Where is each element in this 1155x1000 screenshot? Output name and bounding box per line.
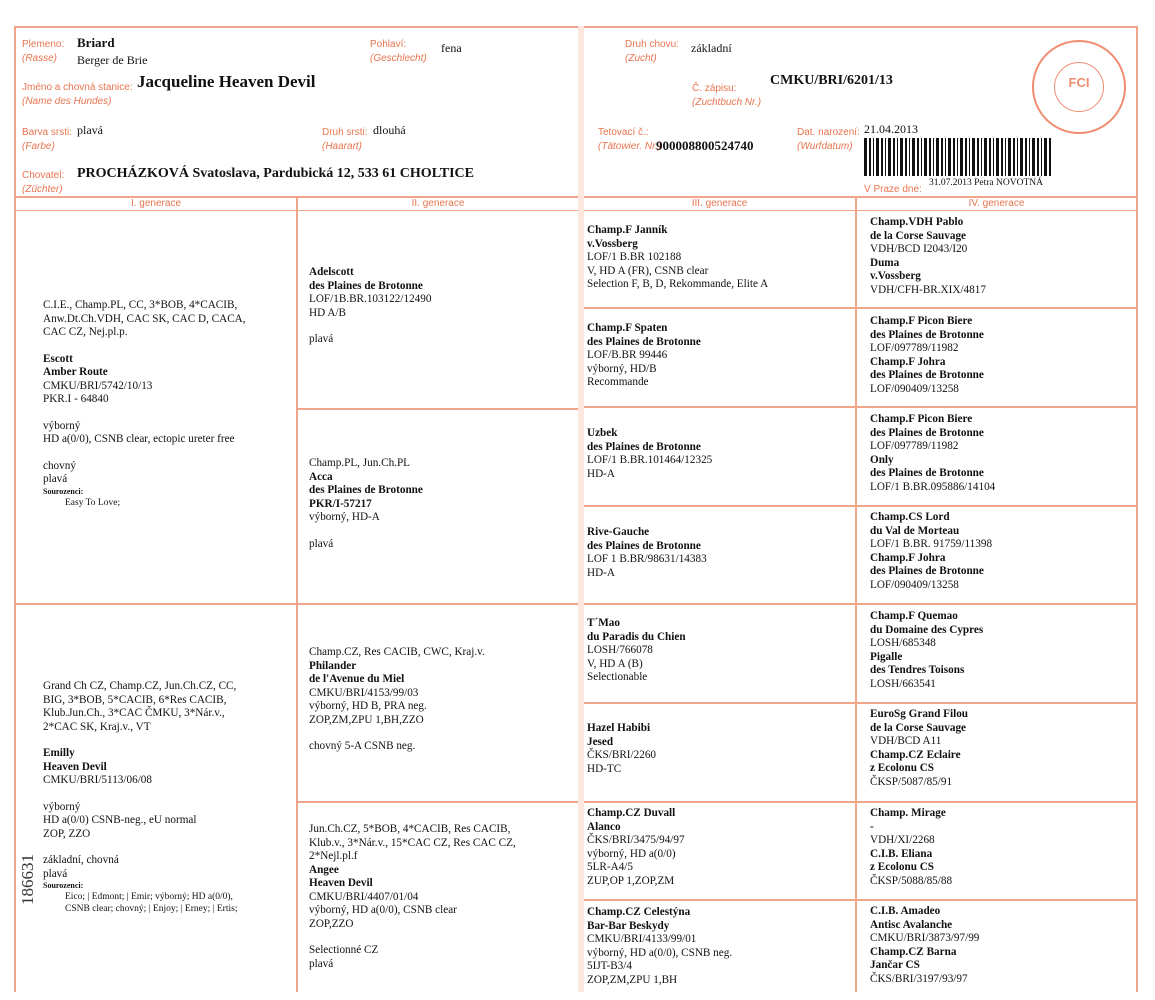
top-border-left [14,26,578,28]
gen4-cell-2: Champ.F Picon Biere des Plaines de Brotonne LOF/097789/11982 Champ.F Johra des Plaines de Brotonne LOF/090409/13258 [870,315,984,395]
birth-date-value: 21.04.2013 [864,122,918,136]
gen4-cell-3: Champ.F Picon Biere des Plaines de Brotonne LOF/097789/11982 Only des Plaines de Brotonne LOF/1 B.BR.095886/14104 [870,413,996,493]
gen4-cell-1: Champ.VDH Pablo de la Corse Sauvage VDH/BCD I2043/I20 Duma v.Vossberg VDH/CFH-BR.XIX/4817 [870,216,986,296]
center-fold [578,26,584,992]
gen4-cell-8: C.I.B. Amadeo Antisc Avalanche CMKU/BRI/3873/97/99 Champ.CZ Barna Jančar CS ČKS/BRI/3197/93/97 [870,905,980,985]
breeder-label: Chovatel: (Züchter) [22,170,65,195]
gen2-header: II. generace [411,198,465,209]
sire-name: Escott [43,352,73,365]
gen3-header: III. generace [691,198,748,209]
gen4-cell-6: EuroSg Grand Filou de la Corse Sauvage VDH/BCD A11 Champ.CZ Eclaire z Ecolonu CS ČKSP/5087/85/91 [870,708,969,788]
sire-cell: C.I.E., Champ.PL, CC, 3*BOB, 4*CACIB, Anw.Dt.Ch.VDH, CAC SK, CAC D, CACA, CAC CZ, Nej.pl.p. Escott Amber Route CMKU/BRI/5742/10/13 PKR.I - 64840 výborný HD a(0/0), CSNB clear, ectopic ureter free chovný plavá Sourozenci: Easy To Love; [43,299,293,509]
breeder-value: PROCHÁZKOVÁ Svatoslava, Pardubická 12, 533 61 CHOLTICE [77,166,474,181]
gen1-header: I. generace [130,198,182,209]
gen3-cell-8: Champ.CZ Celestýna Bar-Bar Beskydy CMKU/BRI/4133/99/01 výborný, HD a(0/0), CSNB neg. 5IJT-B3/4 ZOP,ZM,ZPU 1,BH [587,906,733,986]
gen2-cell-4: Jun.Ch.CZ, 5*BOB, 4*CACIB, Res CACIB, Klub.v., 3*Nár.v., 15*CAC CZ, Res CAC CZ, 2*Nejl.pl.f Angee Heaven Devil CMKU/BRI/4407/01/04 výborný, HD a(0/0), CSNB clear ZOP,ZZO Selectionné CZ plavá [309,823,516,970]
gen4-header: IV. generace [968,198,1025,209]
gen3-separator-2 [584,406,1136,408]
breed-value: Briard [77,35,115,50]
dam-cell: Grand Ch CZ, Champ.CZ, Jun.Ch.CZ, CC, BIG, 3*BOB, 5*CACIB, 6*Res CACIB, Klub.Jun.Ch., 3*CAC ČMKU, 3*Nár.v., 2*CAC SK, Kraj.v., VT Emilly Heaven Devil CMKU/BRI/5113/06/08 výborný HD a(0/0) CSNB-neg., eU normal ZOP, ZZO základní, chovná plavá Sourozenci: Eico; | Edmont; | Emir; výborný; HD a(0/0), CSNB clear; chovný; | Enjoy; | Erney; | Ertis; [43,680,293,915]
tattoo-label: Tetovací č.: (Tätowier. Nr.) [598,127,662,152]
sex-value: fena [441,41,462,55]
issued-value: 31.07.2013 Petra NOVOTNÁ [929,178,1043,188]
gen2-cell-1: Adelscott des Plaines de Brotonne LOF/1B.BR.103122/12490 HD A/B plavá [309,266,432,345]
col-divider-1 [296,196,298,992]
gen3-separator-1 [584,307,1136,309]
registry-value: CMKU/BRI/6201/13 [770,73,893,88]
gen3-separator-4 [584,603,1136,605]
gen3-separator-7 [584,899,1136,901]
gen3-separator-6 [584,801,1136,803]
gen4-cell-7: Champ. Mirage - VDH/XI/2268 C.I.B. Eliana z Ecolonu CS ČKSP/5088/85/88 [870,807,953,887]
color-value: plavá [77,123,103,137]
barcode-image [864,138,1054,176]
gen4-cell-4: Champ.CS Lord du Val de Morteau LOF/1 B.BR. 91759/11398 Champ.F Johra des Plaines de Brotonne LOF/090409/13258 [870,511,993,591]
coat-type-label: Druh srsti: (Haarart) [322,127,368,152]
top-border-right [584,26,1138,28]
gen1-separator [14,603,578,605]
registry-label: Č. zápisu: (Zuchtbuch Nr.) [692,83,762,108]
col-divider-3 [855,196,857,992]
gen3-separator-3 [584,505,1136,507]
gen3-cell-6: Hazel Habibi Jesed ČKS/BRI/2260 HD-TC [587,722,657,775]
birth-date-label: Dat. narození: (Wurfdatum) [797,127,860,152]
breeding-type-label: Druh chovu: (Zucht) [625,39,679,64]
gen3-cell-4: Rive-Gauche des Plaines de Brotonne LOF 1 B.BR/98631/14383 HD-A [587,526,707,579]
sire-kennel: Amber Route [43,366,108,378]
right-border [1136,26,1138,992]
issued-label: V Praze dne: [864,184,922,195]
breed-value-fr: Berger de Brie [77,53,148,67]
gen2-cell-3: Champ.CZ, Res CACIB, CWC, Kraj.v. Philander de l'Avenue du Miel CMKU/BRI/4153/99/03 výborný, HD B, PRA neg. ZOP,ZM,ZPU 1,BH,ZZO chovný 5-A CSNB neg. [309,646,485,752]
color-label: Barva srsti: (Farbe) [22,127,73,152]
gen2-separator-3 [296,801,578,803]
gen3-cell-1: Champ.F Janník v.Vossberg LOF/1 B.BR 102188 V, HD A (FR), CSNB clear Selection F, B, D, Rekommande, Elite A [587,224,769,290]
fci-stamp: FCI [1032,40,1126,134]
sex-label: Pohlaví: (Geschlecht) [370,39,427,64]
gen2-separator-1 [296,408,578,410]
dog-name-value: Jacqueline Heaven Devil [137,72,316,91]
coat-type-value: dlouhá [373,123,406,137]
gen3-cell-7: Champ.CZ Duvall Alanco ČKS/BRI/3475/94/97 výborný, HD a(0/0) 5LR-A4/5 ZUP,OP 1,ZOP,ZM [587,807,685,887]
breed-label: Plemeno: (Rasse) [22,39,65,64]
dam-kennel: Heaven Devil [43,760,107,773]
gen-header-line [14,210,1138,211]
gen3-cell-2: Champ.F Spaten des Plaines de Brotonne LOF/B.BR 99446 výborný, HD/B Recommande [587,322,701,388]
left-border [14,26,16,992]
dam-name: Emilly [43,747,75,759]
gen3-separator-5 [584,702,1136,704]
gen2-cell-2: Champ.PL, Jun.Ch.PL Acca des Plaines de Brotonne PKR/I-57217 výborný, HD-A plavá [309,457,423,550]
dog-name-label: Jméno a chovná stanice: (Name des Hundes) [22,82,133,107]
tattoo-value: 900008800524740 [656,138,754,153]
side-registration-number: 186631 [18,854,37,905]
gen3-cell-3: Uzbek des Plaines de Brotonne LOF/1 B.BR.101464/12325 HD-A [587,427,713,480]
gen4-cell-5: Champ.F Quemao du Domaine des Cypres LOSH/685348 Pigalle des Tendres Toisons LOSH/663541 [870,610,984,690]
breeding-type-value: základní [691,41,732,55]
gen3-cell-5: T´Mao du Paradis du Chien LOSH/766078 V, HD A (B) Selectionable [587,617,686,683]
